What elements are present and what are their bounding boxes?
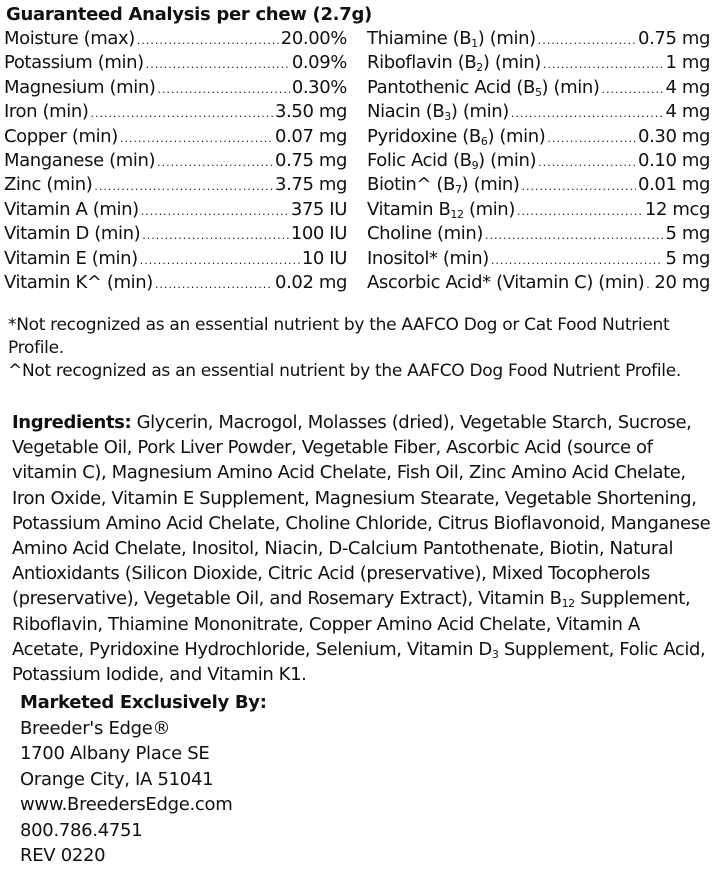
nutrient-value: 1 mg — [665, 52, 710, 74]
analysis-row — [367, 150, 710, 174]
nutrient-name: Niacin $(B_3)$ (min) — [367, 101, 509, 124]
nutrient-name: Thiamine $(B_1)$ (min) — [367, 28, 536, 50]
nutrient-value: 5 mg — [665, 247, 710, 269]
nutrient-name: Folic Acid $(B_9)$ (min) — [367, 149, 537, 172]
analysis-row — [367, 199, 710, 223]
ingredients-text: Glycerin, Macrogol, Molasses (dried), Vegetable Starch, Sucrose, Vegetable Oil, Pork Liver Powder, Vegetable Fiber, Ascorbic Acid (source of vitamin C), Magnesium Amino Acid Chelate, Fish Oil, Zinc Amino Acid Chelate, Iron Oxide, Vitamin E Supplement, Magnesium Stearate, Vegetable Shortening, Potassium Amino Acid Chelate, Choline Chloride, Citrus Bioflavonoid, Manganese Amino Acid Chelate, Inositol, Niacin, D-Calcium Pantothenate, Biotin, Natural Antioxidants (Silicon Dioxide, Citric Acid (preservative), Mixed Tocopherols (preservative), Vegetable Oil, and Rosemary Extract), Vitamin B — [12, 412, 711, 610]
dot-leader — [158, 83, 290, 96]
nutrient-name: Manganese (min) — [4, 149, 156, 171]
nutrient-value: 0.01 mg — [638, 174, 710, 196]
nutrient-value: 4 mg — [665, 101, 710, 123]
nutrient-name: Vitamin A (min) — [4, 198, 139, 220]
analysis-row — [4, 199, 347, 223]
dot-leader — [543, 58, 664, 71]
dot-leader — [146, 58, 290, 71]
dot-leader — [538, 156, 636, 169]
analysis-row — [4, 272, 347, 296]
guaranteed-analysis-heading: Guaranteed Analysis per chew (2.7g) — [6, 4, 372, 25]
dot-leader — [491, 254, 664, 267]
analysis-row — [4, 248, 347, 272]
analysis-row — [367, 223, 710, 247]
nutrient-value: 4 mg — [665, 76, 710, 98]
dot-leader — [517, 205, 643, 218]
nutrient-name: Biotin^ $(B_7)$ (min) — [367, 174, 520, 197]
analysis-row — [4, 101, 347, 125]
nutrient-value: 100 IU — [290, 223, 347, 245]
footnote-asterisk: *Not recognized as an essential nutrient by the AAFCO Dog or Cat Food Nutrient Profile. — [8, 315, 670, 358]
dot-leader — [140, 254, 300, 267]
ingredients-text: Supplement, Riboflavin, Thiamine Mononitrate, Copper Amino Acid Chelate, Vitamin A Acetate, Pyridoxine Hydrochloride, Selenium, Vitamin D — [12, 588, 691, 660]
nutrient-name: Vitamin K^ (min) — [4, 271, 153, 293]
nutrient-value: 20.00% — [280, 28, 347, 49]
nutrient-value: 12 mcg — [644, 198, 710, 220]
phone-number: 800.786.4751 — [20, 819, 143, 841]
city-state-zip: Orange City, IA 51041 — [20, 768, 214, 790]
ingredients-subscript: 3 — [491, 647, 499, 661]
dot-leader — [157, 156, 273, 169]
analysis-row — [4, 174, 347, 198]
nutrient-value: 0.02 mg — [275, 271, 347, 293]
dot-leader — [155, 278, 273, 291]
dot-leader — [511, 107, 664, 120]
nutrient-name: Iron (min) — [4, 101, 89, 123]
nutrient-name: Riboflavin $(B_2)$ (min) — [367, 52, 541, 75]
analysis-row — [4, 126, 347, 150]
nutrient-value: 3.75 mg — [275, 174, 347, 196]
dot-leader — [601, 83, 663, 96]
analysis-row — [367, 101, 710, 125]
dot-leader — [141, 205, 289, 218]
analysis-row — [4, 150, 347, 174]
revision-code: REV 0220 — [20, 845, 106, 866]
dot-leader — [538, 34, 636, 47]
analysis-row — [367, 126, 710, 150]
nutrient-name: Ascorbic Acid* (Vitamin C) (min) — [367, 271, 645, 293]
analysis-row — [367, 174, 710, 198]
dot-leader — [142, 229, 289, 242]
nutrient-name: Copper (min) — [4, 125, 118, 147]
nutrient-value: 20 mg — [654, 271, 710, 293]
nutrient-name: Magnesium (min) — [4, 76, 156, 98]
dot-leader — [120, 132, 273, 145]
nutrient-value: 10 IU — [301, 247, 347, 269]
analysis-left-column — [4, 28, 347, 296]
analysis-right-column — [367, 28, 710, 296]
analysis-row — [367, 52, 710, 76]
nutrient-name: Vitamin D (min) — [4, 223, 141, 245]
marketer-heading: Marketed Exclusively By: — [20, 692, 267, 713]
nutrient-name: Moisture (max) — [4, 28, 135, 49]
nutrient-name: Pantothenic Acid $(B_5)$ (min) — [367, 76, 600, 99]
ingredients-text: Supplement, Folic Acid, Potassium Iodide, and Vitamin K1. — [12, 638, 706, 686]
dot-leader — [485, 229, 663, 242]
street-address: 1700 Albany Place SE — [20, 743, 210, 764]
nutrient-name: Vitamin $B_{12}$ (min) — [367, 198, 515, 221]
nutrient-value: 375 IU — [290, 198, 347, 220]
dot-leader — [137, 34, 279, 47]
dot-leader — [94, 180, 273, 193]
nutrient-value: 0.30% — [291, 76, 347, 98]
nutrient-name: Potassium (min) — [4, 52, 144, 74]
dot-leader — [90, 107, 273, 120]
analysis-row — [367, 272, 710, 296]
nutrient-value: 0.09% — [291, 52, 347, 74]
analysis-row — [4, 28, 347, 52]
ingredients-paragraph — [12, 410, 712, 687]
analysis-row — [4, 77, 347, 101]
nutrient-name: Inositol* (min) — [367, 247, 489, 269]
nutrient-name: Pyridoxine $(B_6)$ (min) — [367, 125, 546, 148]
analysis-row — [367, 28, 710, 52]
nutrient-name: Vitamin E (min) — [4, 247, 138, 269]
analysis-row — [367, 248, 710, 272]
nutrient-value: 0.75 mg — [638, 28, 710, 49]
dot-leader — [522, 180, 636, 193]
nutrient-value: 5 mg — [665, 223, 710, 245]
nutrient-value: 0.10 mg — [638, 149, 710, 171]
nutrient-name: Choline (min) — [367, 223, 483, 245]
nutrient-value: 0.75 mg — [275, 149, 347, 171]
marketer-block — [20, 690, 620, 869]
dot-leader — [646, 278, 652, 291]
website: www.BreedersEdge.com — [20, 794, 233, 815]
nutrient-value: 0.07 mg — [275, 125, 347, 147]
dot-leader — [547, 132, 636, 145]
ingredients-label: Ingredients: — [12, 412, 132, 433]
nutrient-value: 3.50 mg — [275, 101, 347, 123]
company-name: Breeder's Edge® — [20, 717, 171, 739]
analysis-row — [4, 223, 347, 247]
analysis-row — [4, 52, 347, 76]
ingredients-subscript: 12 — [561, 597, 575, 611]
footnote-caret: ^Not recognized as an essential nutrient by the AAFCO Dog Food Nutrient Profile. — [8, 361, 681, 381]
nutrient-value: 0.30 mg — [638, 125, 710, 147]
analysis-row — [367, 77, 710, 101]
nutrient-name: Zinc (min) — [4, 174, 93, 196]
footnotes — [8, 314, 708, 383]
